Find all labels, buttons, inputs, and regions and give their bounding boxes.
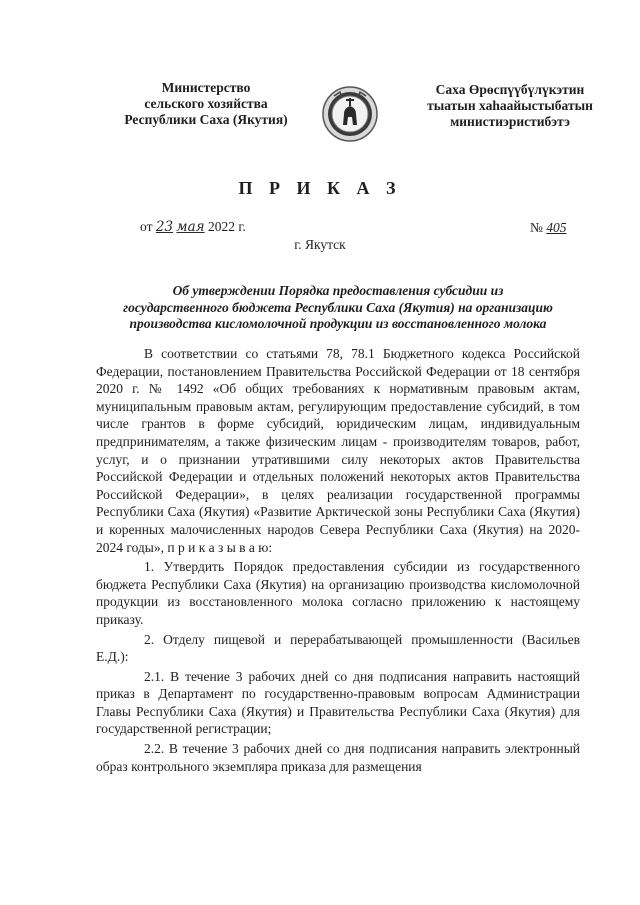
order-body <box>96 345 580 775</box>
header-left-line: сельского хозяйства <box>144 96 268 111</box>
header-left-line: Министерство <box>161 80 251 95</box>
date-month: мая <box>176 219 205 235</box>
item-1-paragraph: 1. Утвердить Порядок предоставления субсидии из государственного бюджета Республики Саха (Якутия) на организацию производства кисломолочной продукции из восстановленного молока согласно приложению к настоящему приказу. <box>96 559 580 627</box>
document-title: П Р И К А З <box>238 178 402 198</box>
item-2-1-paragraph: 2.1. В течение 3 рабочих дней со дня подписания направить настоящий приказ в Департамент по государственно-правовым вопросам Администрации Главы Республики Саха (Якутия) и Правительства Республики Саха (Якутия) для государственной регистрации; <box>96 668 580 737</box>
ministry-name-yakut <box>400 82 620 130</box>
date-year: 2022 г. <box>207 219 246 234</box>
header-right-line: Саха Өрөспүүбүлүкэтин <box>435 82 585 97</box>
order-subject <box>96 283 580 333</box>
number-value: 405 <box>546 220 567 235</box>
date-day: 23 <box>155 219 174 235</box>
number-prefix: № <box>530 220 543 235</box>
city: г. Якутск <box>294 237 346 252</box>
header-right-line: тыатын хаһаайыстыбатын <box>427 98 593 113</box>
header-left-line: Республики Саха (Якутия) <box>124 112 288 127</box>
preamble-paragraph: В соответствии со статьями 78, 78.1 Бюджетного кодекса Российской Федерации, постановлением Правительства Российской Федерации от 18 сентября 2020 г. № 1492 «Об общих требованиях к нормативным правовым актам, муниципальным правовым актам, регулирующим предоставление субсидий, в том числе грантов в форме субсидий, юридическим лицам, индивидуальным предпринимателям, а также физическим лицам - производителям товаров, работ, услуг, и о признании утратившими силу некоторых актов Правительства Российской Федерации и отдельных положений некоторых актов Правительства Российской Федерации», в целях реализации государственной программы Республики Саха (Якутия) «Развитие Арктической зоны Республики Саха (Якутия) и коренных малочисленных народов Севера Республики Саха (Якутия) на 2020-2024 годы», п р и к а з ы в а ю: <box>96 346 580 555</box>
subject-line: Об утверждении Порядка предоставления субсидии из <box>172 283 504 298</box>
coat-of-arms-icon <box>322 84 378 144</box>
subject-line: государственного бюджета Республики Саха (Якутия) на организацию <box>123 299 553 315</box>
order-date <box>140 219 246 235</box>
item-2-2-paragraph: 2.2. В течение 3 рабочих дней со дня подписания направить электронный образ контрольного экземпляра приказа для размещения <box>96 741 580 774</box>
item-2-paragraph: 2. Отделу пищевой и перерабатывающей промышленности (Васильев Е.Д.): <box>96 631 580 665</box>
header-right-line: министиэристибэтэ <box>450 114 570 129</box>
date-prefix: от <box>140 219 153 234</box>
subject-line: производства кисломолочной продукции из восстановленного молока <box>129 316 547 331</box>
order-number <box>530 220 567 236</box>
ministry-name-russian <box>96 80 316 128</box>
